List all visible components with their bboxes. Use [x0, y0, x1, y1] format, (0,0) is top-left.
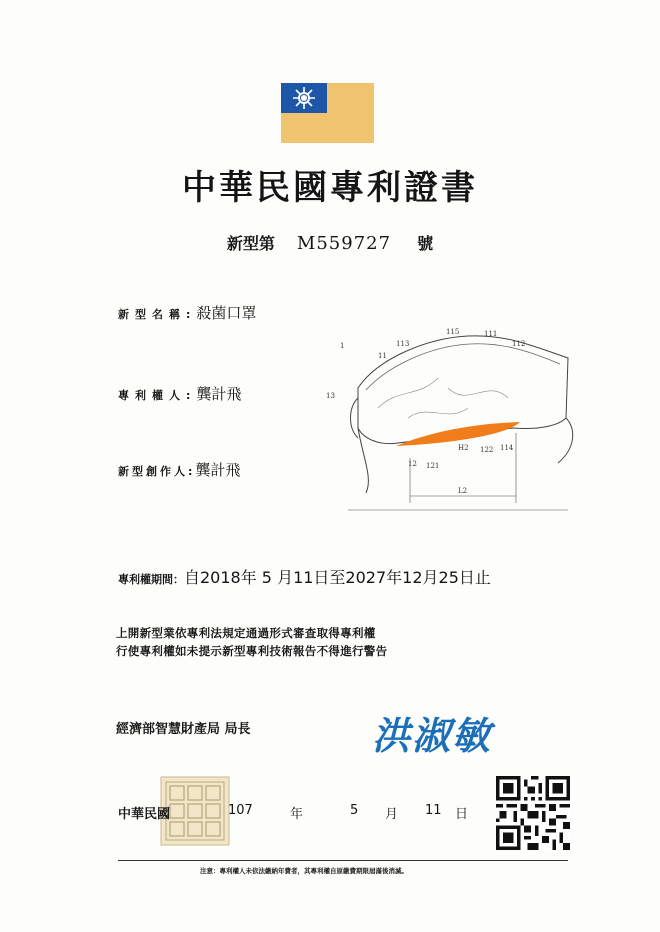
drawing-ref-l2: L2 — [458, 487, 468, 495]
drawing-ref-115: 115 — [446, 328, 460, 336]
date-month: 5 — [350, 803, 359, 818]
date-month-unit: 月 — [385, 807, 399, 822]
drawing-ref-13: 13 — [326, 392, 335, 400]
drawing-ref-111: 111 — [484, 330, 498, 338]
holder-value: 龔計飛 — [196, 385, 242, 403]
drawing-ref-12: 12 — [408, 460, 417, 468]
office-title: 經濟部智慧財產局 局長 — [116, 722, 251, 737]
date-year-unit: 年 — [290, 807, 304, 822]
creator-label: 新型創作人: — [118, 465, 196, 478]
flag-emblem — [281, 83, 374, 143]
note-line-2: 行使專利權如未提示新型專利技術報告不得進行警告 — [116, 644, 388, 658]
patent-term — [118, 565, 491, 588]
date-day-unit: 日 — [455, 807, 469, 822]
drawing-ref-11: 11 — [378, 352, 387, 360]
patent-prefix: 新型第 — [226, 234, 275, 253]
field-holder — [118, 383, 241, 404]
signature: 洪淑敏 — [372, 713, 493, 758]
note-line-1: 上開新型業依專利法規定通過形式審查取得專利權 — [116, 626, 376, 640]
term-label: 專利權期間： — [118, 573, 184, 586]
term-text: 自2018年 5 月11日至2027年12月25日止 — [184, 568, 491, 587]
drawing-ref-122: 122 — [480, 446, 494, 454]
drawing-ref-h2: H2 — [458, 444, 469, 452]
footnote: 注意：專利權人未依法繳納年費者，其專利權自原繳費期限屆滿後消滅。 — [200, 867, 408, 875]
date-year: 107 — [228, 803, 253, 818]
name-label: 新型名稱: — [118, 308, 197, 321]
drawing-ref-121: 121 — [426, 462, 440, 470]
mask-drawing — [318, 318, 580, 522]
patent-number: M559727 — [296, 233, 392, 254]
drawing-ref-112: 112 — [512, 340, 526, 348]
field-creator — [118, 459, 240, 480]
date-day: 11 — [425, 803, 442, 818]
name-value: 殺菌口罩 — [196, 304, 257, 322]
date-era: 中華民國 — [118, 807, 171, 822]
footnote-divider — [118, 860, 568, 861]
patent-number-line — [0, 231, 660, 254]
creator-value: 龔計飛 — [195, 461, 241, 479]
qr-code — [496, 776, 570, 850]
drawing-ref-113: 113 — [396, 340, 410, 348]
field-name — [118, 302, 256, 323]
certificate-title: 中華民國專利證書 — [182, 168, 478, 208]
patent-suffix: 號 — [417, 234, 434, 253]
drawing-ref-1: 1 — [340, 342, 345, 350]
holder-label: 專利權人: — [118, 389, 197, 402]
drawing-ref-114: 114 — [500, 444, 514, 452]
